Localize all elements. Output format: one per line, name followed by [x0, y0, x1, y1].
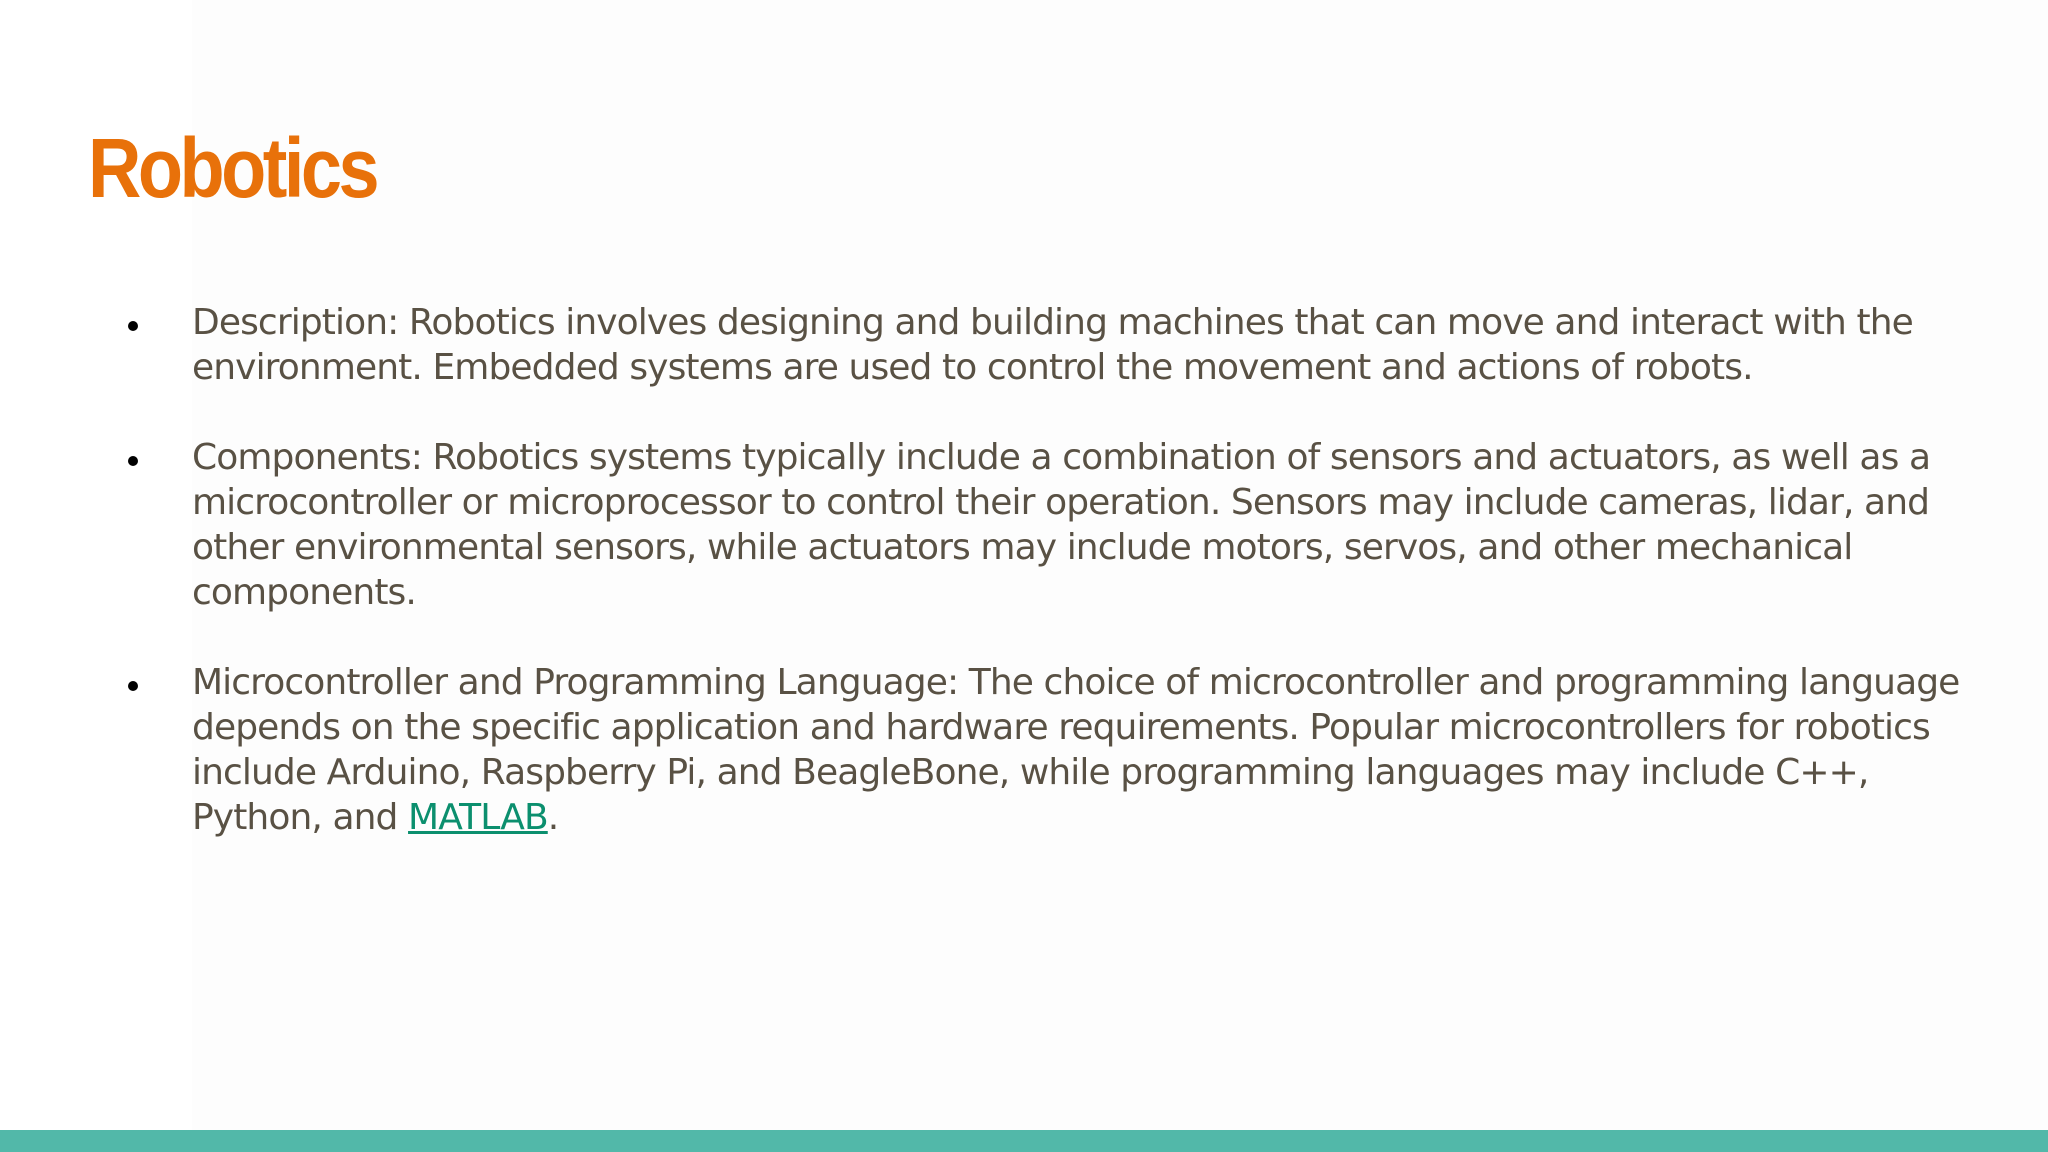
bullet-item-components [120, 435, 1980, 615]
bullet-text: Description: Robotics involves designing and building machines that can move and interact with the environment. Embedded systems are used to control the movement and actions of robots. [192, 302, 1913, 388]
bullet-item-microcontroller [120, 660, 1980, 840]
bullet-text-end: . [547, 797, 559, 838]
bullet-text: Microcontroller and Programming Language: The choice of microcontroller and programming language depends on the specific application and hardware requirements. Popular microcontrollers for robotics include Arduino, Raspberry Pi, and BeagleBone, while programming languages may include C++, Python, and [192, 662, 1960, 838]
bullet-dot-icon [128, 456, 138, 466]
slide-title: Robotics [88, 121, 377, 215]
bullet-text: Components: Robotics systems typically include a combination of sensors and actuators, as well as a microcontroller or microprocessor to control their operation. Sensors may include cameras, lidar, and other environmental sensors, while actuators may include motors, servos, and other mechanical components. [192, 437, 1931, 613]
bullet-dot-icon [128, 321, 138, 331]
bullet-dot-icon [128, 681, 138, 691]
matlab-link[interactable]: MATLAB [408, 797, 548, 838]
footer-bar [0, 1130, 2048, 1152]
bullet-item-description [120, 300, 1980, 390]
bullet-list [120, 300, 1980, 885]
